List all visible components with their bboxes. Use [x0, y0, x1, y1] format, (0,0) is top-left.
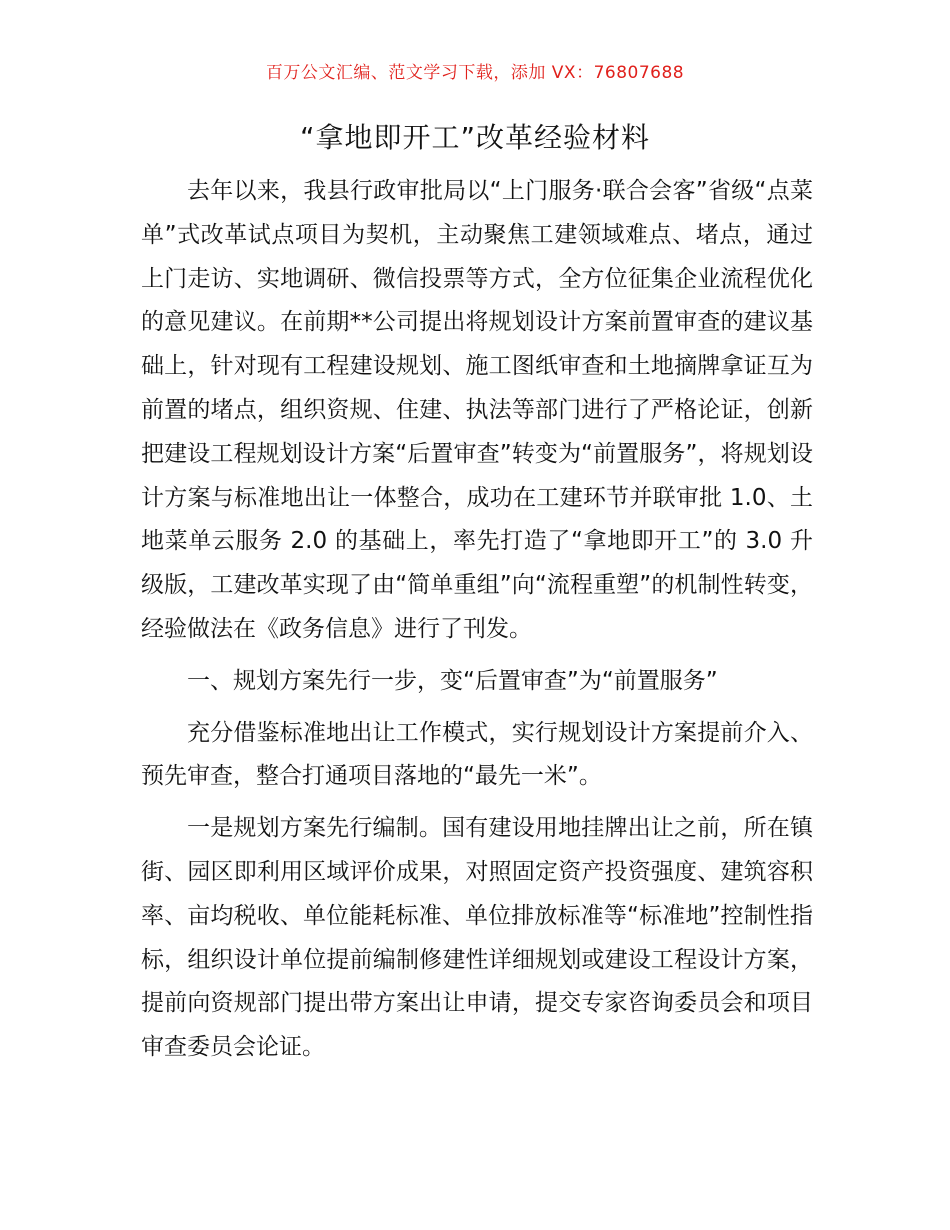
document-title: “拿地即开工”改革经验材料: [299, 121, 650, 154]
header-contact-note: 百万公文汇编、范文学习下载，添加 VX：76807688: [265, 63, 685, 83]
paragraph-intro: 去年以来，我县行政审批局以“上门服务·联合会客”省级“点菜单”式改革试点项目为契机，主动聚焦工建领域难点、堵点，通过上门走访、实地调研、微信投票等方式，全方位征集企业流程优化的意见建议。在前期**公司提出将规划设计方案前置审查的建议基础上，针对现有工程建设规划、施工图纸审查和土地摘牌拿证互为前置的堵点，组织资规、住建、执法等部门进行了严格论证，创新把建设工程规划设计方案“后置审查”转变为“前置服务”，将规划设计方案与标准地出让一体整合，成功在工建环节并联审批 1.0、土地菜单云服务 2.0 的基础上，率先打造了“拿地即开工”的 3.0 升级版，工建改革实现了由“简单重组”向“流程重塑”的机制性转变，经验做法在《政务信息》进行了刊发。: [141, 178, 813, 642]
section-heading-1: 一、规划方案先行一步，变“后置审查”为“前置服务”: [187, 667, 718, 694]
paragraph-point-1: 一是规划方案先行编制。国有建设用地挂牌出让之前，所在镇街、园区即利用区域评价成果，对照固定资产投资强度、建筑容积率、亩均税收、单位能耗标准、单位排放标准等“标准地”控制性指标，组织设计单位提前编制修建性详细规划或建设工程设计方案，提前向资规部门提出带方案出让申请，提交专家咨询委员会和项目审查委员会论证。: [141, 815, 813, 1061]
paragraph-section-1-summary: 充分借鉴标准地出让工作模式，实行规划设计方案提前介入、预先审查，整合打通项目落地的“最先一米”。: [141, 719, 813, 790]
document-body: [141, 170, 813, 1070]
